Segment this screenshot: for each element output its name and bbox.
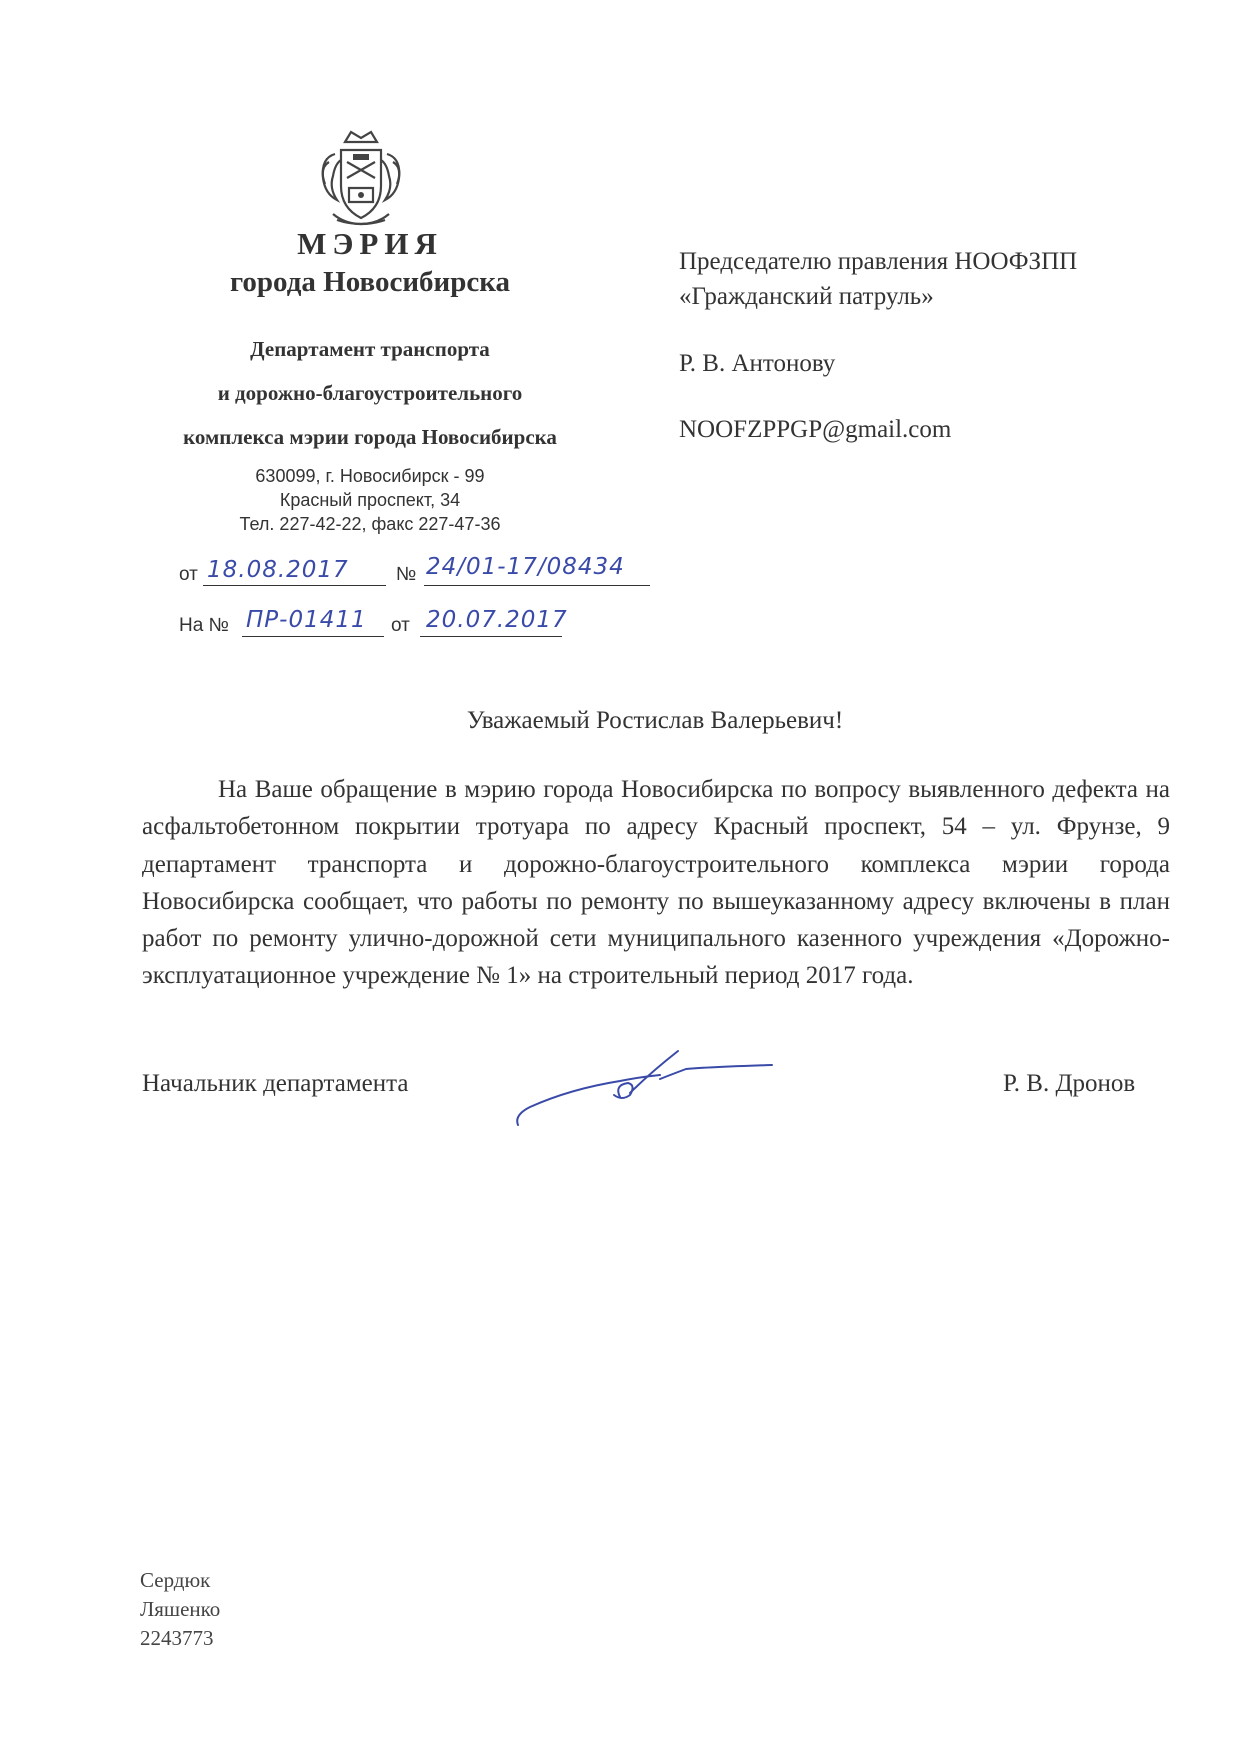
reg-date-value: 18.08.2017 xyxy=(207,557,349,583)
addressee-position: Председателю правления НООФЗПП xyxy=(679,248,1078,275)
reply-number-label: На № xyxy=(179,615,229,636)
addressee-email: NOOFZPPGP@gmail.com xyxy=(679,416,952,443)
reg-number-underline xyxy=(424,585,650,586)
handwritten-signature xyxy=(510,1045,780,1135)
reg-number-label: № xyxy=(396,564,417,585)
letter-body: На Ваше обращение в мэрию города Новосибирска по вопросу выявленного дефекта на асфальтобетонном покрытии тротуара по адресу Красный проспект, 54 – ул. Фрунзе, 9 департамент транспорта и дорожно-благоустроительного комплекса мэрии города Новосибирска сообщает, что работы по ремонту по вышеуказанному адресу включены в план работ по ремонту улично-дорожной сети муниципального казенного учреждения «Дорожно-эксплуатационное учреждение № 1» на строительный период 2017 года. xyxy=(142,776,1170,990)
org-title: МЭРИЯ xyxy=(297,226,443,261)
reply-date-label: от xyxy=(391,615,410,636)
signatory-name: Р. В. Дронов xyxy=(1003,1070,1136,1097)
reply-date-underline xyxy=(420,636,562,637)
reply-date-value: 20.07.2017 xyxy=(426,607,568,633)
reg-date-label: от xyxy=(179,564,198,585)
address-line: Тел. 227-42-22, факс 227-47-36 xyxy=(239,514,501,534)
addressee-organization: «Гражданский патруль» xyxy=(679,283,934,310)
executor-line: Ляшенко xyxy=(140,1597,221,1621)
org-city: города Новосибирска xyxy=(229,266,511,298)
reply-number-value: ПР-01411 xyxy=(246,607,367,633)
reply-number-underline xyxy=(242,636,384,637)
salutation: Уважаемый Ростислав Валерьевич! xyxy=(466,707,844,734)
executor-line: Сердюк xyxy=(140,1568,211,1592)
signatory-position: Начальник департамента xyxy=(142,1070,409,1097)
addressee-name: Р. В. Антонову xyxy=(679,350,836,377)
department-line: и дорожно-благоустроительного xyxy=(217,381,523,405)
address-line: 630099, г. Новосибирск - 99 xyxy=(255,466,485,486)
department-line: комплекса мэрии города Новосибирска xyxy=(183,425,557,449)
address-line: Красный проспект, 34 xyxy=(279,490,461,510)
reg-number-value: 24/01-17/08434 xyxy=(426,554,625,580)
department-line: Департамент транспорта xyxy=(250,337,490,361)
coat-of-arms-icon xyxy=(315,128,407,232)
reg-date-underline xyxy=(203,585,386,586)
executor-phone: 2243773 xyxy=(140,1626,214,1650)
